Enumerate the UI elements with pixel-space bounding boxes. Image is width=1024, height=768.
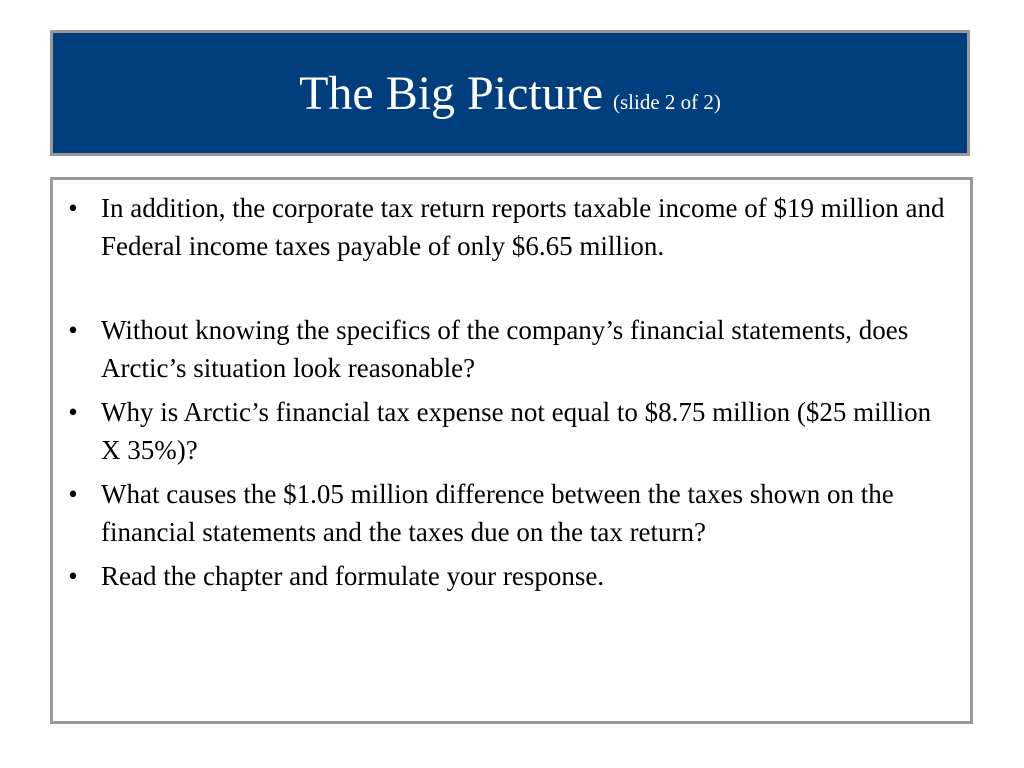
- title-main-text: The Big Picture: [299, 66, 604, 120]
- bullet-icon: •: [68, 315, 78, 345]
- bullet-text: What causes the $1.05 million difference between the taxes shown on the financial statements and the taxes due on the tax return?: [101, 479, 894, 547]
- bullet-icon: •: [68, 193, 78, 223]
- bullet-text: Why is Arctic’s financial tax expense not equal to $8.75 million ($25 million X 35%)?: [101, 397, 932, 465]
- content-box: [50, 177, 973, 724]
- title-banner: [50, 30, 970, 156]
- title-subtitle: (slide 2 of 2): [613, 89, 721, 114]
- bullet-item: [53, 393, 956, 469]
- bullet-text: Without knowing the specifics of the company’s financial statements, does Arctic’s situation look reasonable?: [101, 315, 909, 383]
- bullet-item: [53, 475, 956, 551]
- bullet-text: In addition, the corporate tax return reports taxable income of $19 million and Federal income taxes payable of only $6.65 million.: [101, 193, 945, 261]
- bullet-icon: •: [68, 561, 78, 591]
- bullet-list: [53, 180, 970, 595]
- bullet-text: Read the chapter and formulate your response.: [101, 561, 605, 591]
- bullet-item: [53, 557, 956, 595]
- slide-title: [299, 66, 721, 121]
- bullet-item: [53, 189, 956, 265]
- bullet-icon: •: [68, 479, 78, 509]
- bullet-icon: •: [68, 397, 78, 427]
- bullet-item: [53, 311, 956, 387]
